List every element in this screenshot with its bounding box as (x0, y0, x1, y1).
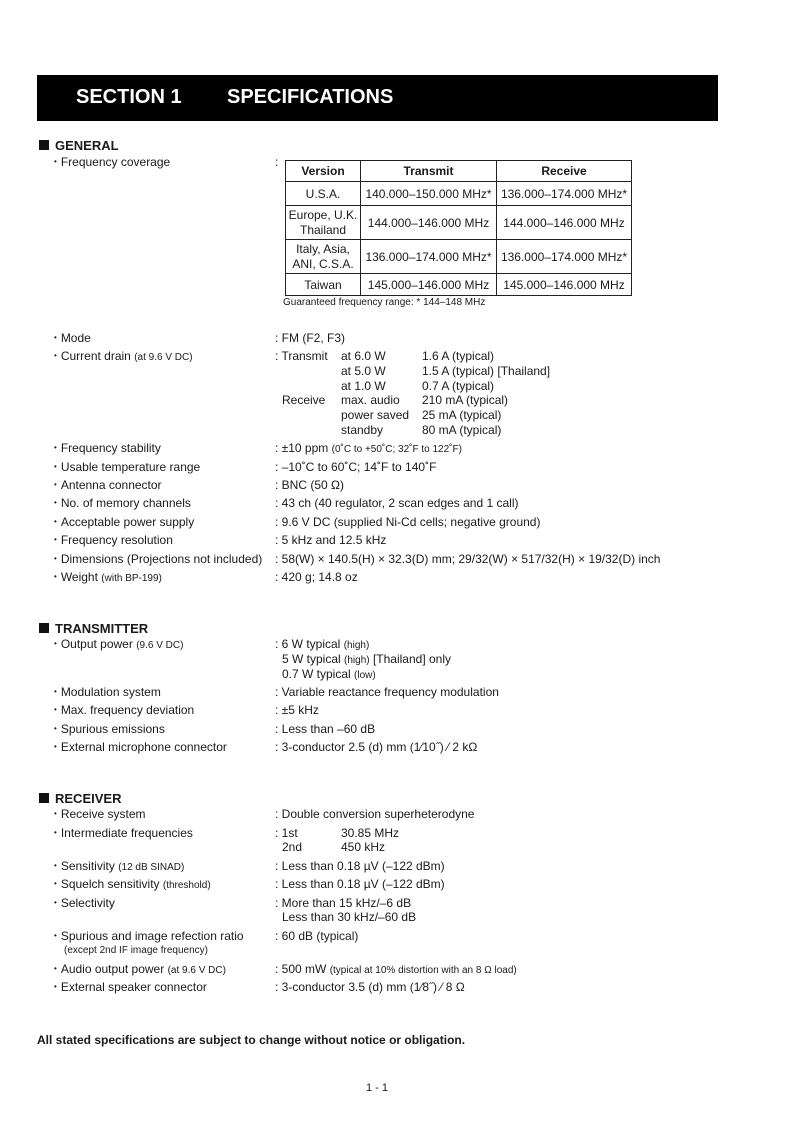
modulation-value: : Variable reactance frequency modulation (275, 685, 499, 699)
memory-value: : 43 ch (40 regulator, 2 scan edges and 1 call) (275, 496, 519, 510)
table-cell-transmit: 145.000–146.000 MHz (361, 274, 497, 296)
current-drain-label: • Current drain (at 9.6 V DC) (54, 349, 193, 363)
spurious-value: : Less than –60 dB (275, 722, 376, 736)
power-supply-value: : 9.6 V DC (supplied Ni-Cd cells; negative ground) (275, 515, 541, 529)
page-number: 1 - 1 (366, 1082, 389, 1094)
image-ratio-note: (except 2nd IF image frequency) (64, 945, 208, 956)
table-cell-transmit: 136.000–174.000 MHz* (361, 240, 497, 274)
table-row (286, 182, 632, 206)
audio-output-label: • Audio output power (at 9.6 V DC) (54, 962, 226, 976)
section-banner (37, 75, 718, 121)
deviation-label: • Max. frequency deviation (54, 703, 194, 717)
squelch-value: : Less than 0.18 µV (–122 dBm) (275, 877, 445, 891)
table-cell-receive: 144.000–146.000 MHz (497, 206, 632, 240)
transmitter-heading: TRANSMITTER (39, 621, 148, 636)
table-cell-transmit: 140.000–150.000 MHz* (361, 182, 497, 206)
if-value: 30.85 MHz (341, 826, 400, 840)
table-row (286, 274, 632, 296)
square-bullet-icon (39, 793, 49, 803)
temperature-value: : –10˚C to 60˚C; 14˚F to 140˚F (275, 460, 437, 474)
header-version: Version (286, 161, 361, 182)
table-cell-receive: 145.000–146.000 MHz (497, 274, 632, 296)
frequency-stability-label: • Frequency stability (54, 441, 161, 455)
square-bullet-icon (39, 623, 49, 633)
mic-connector-value: : 3-conductor 2.5 (d) mm (1⁄10˝) ⁄ 2 kΩ (275, 740, 478, 754)
dimensions-label: • Dimensions (Projections not included) (54, 552, 262, 566)
if-label: • Intermediate frequencies (54, 826, 193, 840)
square-bullet-icon (39, 140, 49, 150)
drain-cond: at 5.0 W (341, 364, 386, 378)
weight-value: : 420 g; 14.8 oz (275, 570, 358, 584)
drain-cond: at 6.0 W (341, 349, 386, 363)
if-name: : 1st (275, 826, 298, 840)
antenna-label: • Antenna connector (54, 478, 162, 492)
drain-cond: max. audio (341, 393, 400, 407)
section-number: SECTION 1 (76, 86, 182, 108)
table-row (286, 240, 632, 274)
table-cell-version: U.S.A. (286, 182, 361, 206)
frequency-coverage-label: • Frequency coverage (54, 155, 170, 169)
selectivity-label: • Selectivity (54, 896, 115, 910)
if-value: 450 kHz (341, 840, 386, 854)
general-heading: GENERAL (39, 138, 119, 153)
selectivity-line: Less than 30 kHz/–60 dB (282, 910, 417, 924)
modulation-label: • Modulation system (54, 685, 161, 699)
drain-cond: power saved (341, 408, 410, 422)
drain-val: 0.7 A (typical) (422, 379, 495, 393)
resolution-label: • Frequency resolution (54, 533, 173, 547)
frequency-coverage-colon: : (275, 155, 279, 169)
table-row (286, 206, 632, 240)
receive-system-value: : Double conversion superheterodyne (275, 807, 475, 821)
table-cell-receive: 136.000–174.000 MHz* (497, 182, 632, 206)
mic-connector-label: • External microphone connector (54, 740, 227, 754)
drain-transmit-label: : Transmit (275, 349, 328, 363)
table-cell-version: Taiwan (286, 274, 361, 296)
if-name: 2nd (282, 840, 303, 854)
speaker-connector-label: • External speaker connector (54, 980, 207, 994)
table-cell-version: Europe, U.K. Thailand (286, 206, 361, 240)
frequency-table-header (286, 161, 632, 182)
header-transmit: Transmit (361, 161, 497, 182)
deviation-value: : ±5 kHz (275, 703, 319, 717)
temperature-label: • Usable temperature range (54, 460, 200, 474)
memory-label: • No. of memory channels (54, 496, 191, 510)
mode-label: • Mode (54, 331, 91, 345)
drain-receive-label: Receive (282, 393, 326, 407)
output-power-line: 0.7 W typical (low) (282, 667, 376, 681)
dimensions-value: : 58(W) × 140.5(H) × 32.3(D) mm; 29/32(W) × 517/32(H) × 19/32(D) inch (275, 552, 661, 566)
speaker-connector-value: : 3-conductor 3.5 (d) mm (1⁄8˝) ⁄ 8 Ω (275, 980, 465, 994)
drain-val: 1.5 A (typical) [Thailand] (422, 364, 551, 378)
sensitivity-label: • Sensitivity (12 dB SINAD) (54, 859, 184, 873)
table-cell-transmit: 144.000–146.000 MHz (361, 206, 497, 240)
audio-output-value: : 500 mW (typical at 10% distortion with an 8 Ω load) (275, 962, 517, 976)
image-ratio-label: • Spurious and image refection ratio (54, 929, 244, 943)
drain-cond: standby (341, 423, 384, 437)
weight-label: • Weight (with BP-199) (54, 570, 162, 584)
receive-system-label: • Receive system (54, 807, 146, 821)
section-title: SPECIFICATIONS (227, 86, 394, 108)
selectivity-line: : More than 15 kHz/–6 dB (275, 896, 412, 910)
table-cell-version: Italy, Asia, ANI, C.S.A. (286, 240, 361, 274)
specification-notice: All stated specifications are subject to change without notice or obligation. (37, 1033, 466, 1047)
power-supply-label: • Acceptable power supply (54, 515, 194, 529)
drain-val: 210 mA (typical) (422, 393, 509, 407)
drain-val: 25 mA (typical) (422, 408, 502, 422)
header-receive: Receive (497, 161, 632, 182)
sensitivity-value: : Less than 0.18 µV (–122 dBm) (275, 859, 445, 873)
image-ratio-value: : 60 dB (typical) (275, 929, 359, 943)
squelch-label: • Squelch sensitivity (threshold) (54, 877, 211, 891)
frequency-table (285, 160, 632, 296)
drain-val: 80 mA (typical) (422, 423, 502, 437)
frequency-stability-value: : ±10 ppm (0˚C to +50˚C; 32˚F to 122˚F) (275, 441, 462, 455)
drain-val: 1.6 A (typical) (422, 349, 495, 363)
drain-cond: at 1.0 W (341, 379, 386, 393)
resolution-value: : 5 kHz and 12.5 kHz (275, 533, 387, 547)
guarantee-note: Guaranteed frequency range: * 144–148 MHz (283, 297, 486, 308)
output-power-label: • Output power (9.6 V DC) (54, 637, 183, 651)
output-power-line: : 6 W typical (high) (275, 637, 370, 651)
table-cell-receive: 136.000–174.000 MHz* (497, 240, 632, 274)
antenna-value: : BNC (50 Ω) (275, 478, 344, 492)
mode-value: : FM (F2, F3) (275, 331, 345, 345)
spurious-label: • Spurious emissions (54, 722, 165, 736)
receiver-heading: RECEIVER (39, 791, 121, 806)
output-power-line: 5 W typical (high) [Thailand] only (282, 652, 451, 666)
